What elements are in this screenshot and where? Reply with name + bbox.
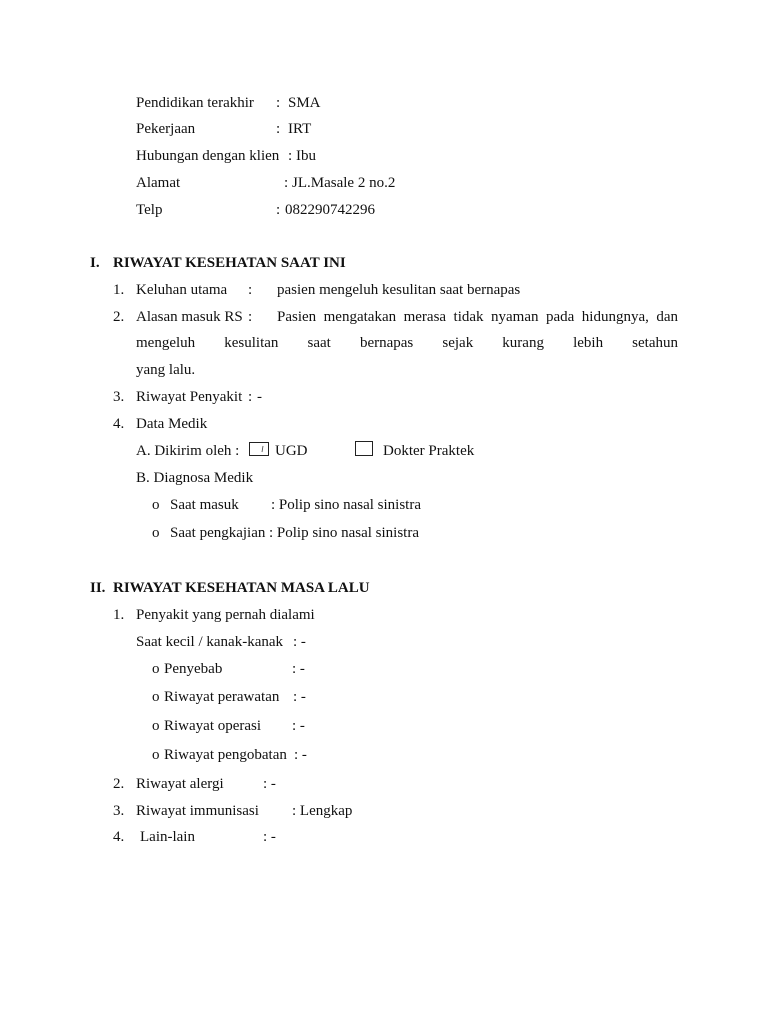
riwayat-penyakit-value: - xyxy=(257,389,262,405)
riwayat-penyakit-label: Riwayat Penyakit xyxy=(136,389,243,405)
alamat-value: JL.Masale 2 no.2 xyxy=(292,175,396,191)
pekerjaan-label: Pekerjaan xyxy=(136,121,196,137)
keluhan-number: 1. xyxy=(113,282,125,298)
alasan-number: 2. xyxy=(113,309,125,325)
diagnosa-medik-label: B. Diagnosa Medik xyxy=(136,470,254,486)
riwayat-immunisasi-number: 3. xyxy=(113,803,125,819)
hubungan-label: Hubungan dengan klien xyxy=(136,148,280,164)
dokter-praktek-checkbox[interactable] xyxy=(355,441,373,456)
riwayat-perawatan-label: Riwayat perawatan xyxy=(164,689,280,705)
hubungan-sep: : xyxy=(288,148,293,164)
pendidikan-label: Pendidikan terakhir xyxy=(136,95,254,111)
penyakit-number: 1. xyxy=(113,607,125,623)
saat-masuk-value: : Polip sino nasal sinistra xyxy=(271,497,421,513)
saat-masuk-bullet: o xyxy=(152,497,160,513)
riwayat-immunisasi-label: Riwayat immunisasi xyxy=(136,803,259,819)
keluhan-sep: : xyxy=(248,282,253,298)
telp-label: Telp xyxy=(136,202,163,218)
alamat-sep: : xyxy=(284,175,289,191)
pendidikan-sep: : xyxy=(276,95,281,111)
data-medik-label: Data Medik xyxy=(136,416,208,432)
pekerjaan-value: IRT xyxy=(288,121,312,137)
riwayat-pengobatan-value: : - xyxy=(294,747,307,763)
ugd-checkbox[interactable] xyxy=(249,442,269,456)
section1-number: I. xyxy=(90,255,100,271)
pekerjaan-sep: : xyxy=(276,121,281,137)
riwayat-alergi-value: : - xyxy=(263,776,276,792)
dikirim-oleh-label: A. Dikirim oleh : xyxy=(136,443,240,459)
penyakit-label: Penyakit yang pernah dialami xyxy=(136,607,315,623)
section2-title: RIWAYAT KESEHATAN MASA LALU xyxy=(113,580,370,596)
saat-kecil-label: Saat kecil / kanak-kanak xyxy=(136,634,284,650)
riwayat-perawatan-value: : - xyxy=(293,689,306,705)
alasan-line-2: mengeluh kesulitan saat bernapas sejak kurang lebih setahun xyxy=(136,335,678,351)
riwayat-operasi-bullet: o xyxy=(152,718,160,734)
alasan-sep: : xyxy=(248,309,253,325)
alasan-label: Alasan masuk RS xyxy=(136,309,243,325)
ugd-label: UGD xyxy=(275,443,308,459)
lain-lain-number: 4. xyxy=(113,829,125,845)
penyebab-label: Penyebab xyxy=(164,661,223,677)
riwayat-alergi-number: 2. xyxy=(113,776,125,792)
hubungan-value: Ibu xyxy=(296,148,316,164)
lain-lain-label: Lain-lain xyxy=(140,829,195,845)
check-mark-icon xyxy=(250,443,268,455)
dokter-praktek-label: Dokter Praktek xyxy=(383,443,475,459)
riwayat-perawatan-bullet: o xyxy=(152,689,160,705)
saat-kecil-value: : - xyxy=(293,634,306,650)
telp-sep: : xyxy=(276,202,281,218)
riwayat-penyakit-sep: : xyxy=(248,389,253,405)
data-medik-number: 4. xyxy=(113,416,125,432)
saat-pengkajian-value: : Polip sino nasal sinistra xyxy=(269,525,419,541)
riwayat-pengobatan-label: Riwayat pengobatan xyxy=(164,747,287,763)
riwayat-pengobatan-bullet: o xyxy=(152,747,160,763)
keluhan-label: Keluhan utama xyxy=(136,282,228,298)
alasan-line-1: Pasien mengatakan merasa tidak nyaman pada hidungnya, dan xyxy=(277,309,678,325)
alamat-label: Alamat xyxy=(136,175,181,191)
riwayat-immunisasi-value: : Lengkap xyxy=(292,803,353,819)
riwayat-alergi-label: Riwayat alergi xyxy=(136,776,224,792)
penyebab-bullet: o xyxy=(152,661,160,677)
riwayat-operasi-value: : - xyxy=(292,718,305,734)
section1-title: RIWAYAT KESEHATAN SAAT INI xyxy=(113,255,346,271)
section2-number: II. xyxy=(90,580,106,596)
telp-value: 082290742296 xyxy=(285,202,375,218)
alasan-line-3: yang lalu. xyxy=(136,362,196,378)
penyebab-value: : - xyxy=(292,661,305,677)
keluhan-value: pasien mengeluh kesulitan saat bernapas xyxy=(277,282,521,298)
lain-lain-value: : - xyxy=(263,829,276,845)
saat-pengkajian-label: Saat pengkajian xyxy=(170,525,266,541)
riwayat-penyakit-number: 3. xyxy=(113,389,125,405)
saat-pengkajian-bullet: o xyxy=(152,525,160,541)
riwayat-operasi-label: Riwayat operasi xyxy=(164,718,262,734)
pendidikan-value: SMA xyxy=(288,95,321,111)
saat-masuk-label: Saat masuk xyxy=(170,497,239,513)
